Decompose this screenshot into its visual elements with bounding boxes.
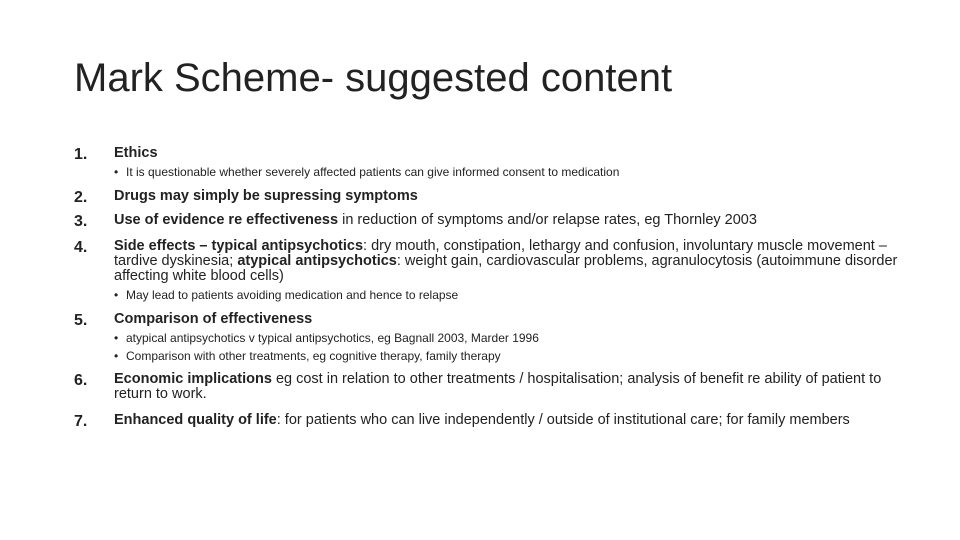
sub-bullet — [114, 349, 501, 363]
item-number: 3. — [74, 213, 88, 230]
bullet-dot: • — [114, 331, 119, 345]
item-text — [114, 413, 904, 428]
item-number: 4. — [74, 239, 88, 256]
bullet-dot: • — [114, 349, 119, 363]
item-text — [114, 239, 904, 284]
item-detail: eg cost in relation to other treatments / hospitalisation; analysis of benefit re ability of patient to return to work. — [114, 371, 882, 402]
item-heading: Comparison of effectiveness — [114, 311, 313, 327]
slide-title: Mark Scheme- suggested content — [74, 56, 673, 100]
sub-bullet — [114, 331, 539, 345]
item-detail: : for patients who can live independently / outside of institutional care; for family members — [276, 412, 850, 428]
item-detail: in reduction of symptoms and/or relapse rates, eg Thornley 2003 — [338, 212, 757, 228]
item-heading: Enhanced quality of life — [114, 412, 277, 428]
item-heading-2: atypical antipsychotics — [237, 253, 397, 269]
sub-bullet-text: atypical antipsychotics v typical antipsychotics, eg Bagnall 2003, Marder 1996 — [126, 331, 539, 345]
item-heading: Drugs may simply be supressing symptoms — [114, 188, 418, 204]
item-heading: Ethics — [114, 145, 158, 161]
item-number: 1. — [74, 146, 88, 163]
item-detail-2: : weight gain, cardiovascular problems, agranulocytosis (autoimmune disorder affecting white blood cells) — [114, 253, 898, 284]
item-heading: Use of evidence re effectiveness — [114, 212, 339, 228]
bullet-dot: • — [114, 165, 119, 179]
item-number: 7. — [74, 413, 88, 430]
item-detail: : dry mouth, constipation, lethargy and confusion, involuntary muscle movement – tardive dyskinesia; — [114, 238, 887, 269]
item-heading: Side effects – typical antipsychotics — [114, 238, 364, 254]
item-text — [114, 189, 904, 204]
item-text — [114, 312, 904, 327]
item-text — [114, 213, 904, 228]
item-text — [114, 146, 904, 161]
item-number: 5. — [74, 312, 88, 329]
item-text — [114, 372, 904, 402]
sub-bullet — [114, 165, 619, 179]
bullet-dot: • — [114, 288, 119, 302]
item-number: 2. — [74, 189, 88, 206]
sub-bullet-text: May lead to patients avoiding medication and hence to relapse — [126, 288, 459, 302]
sub-bullet — [114, 288, 458, 302]
item-heading: Economic implications — [114, 371, 272, 387]
sub-bullet-text: Comparison with other treatments, eg cognitive therapy, family therapy — [126, 349, 501, 363]
sub-bullet-text: It is questionable whether severely affected patients can give informed consent to medication — [126, 165, 620, 179]
item-number: 6. — [74, 372, 88, 389]
